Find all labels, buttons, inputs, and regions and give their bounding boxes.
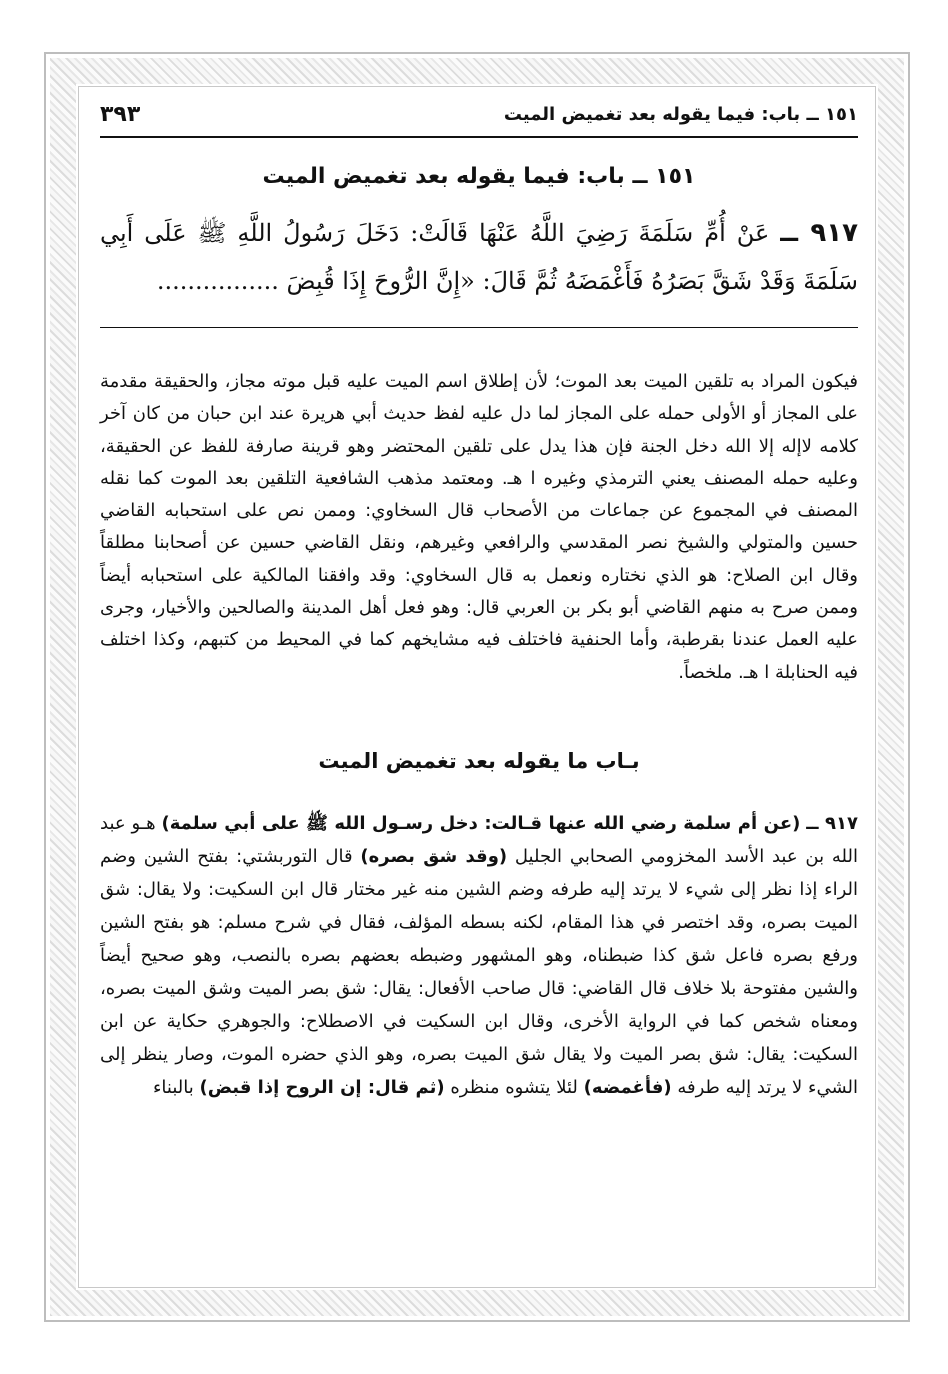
- sharh-number: ٩١٧ ــ: [806, 812, 858, 834]
- sharh-text-1: هـو عبد الله بن عبد الأسد المخزومي الصحابي الجليل: [100, 812, 858, 867]
- hadith-text: عَنْ أُمِّ سَلَمَةَ رَضِيَ اللَّهُ عَنْهَا قَالَتْ: دَخَلَ رَسُولُ اللَّهِ ﷺ عَلَى أَبِي سَلَمَةَ وَقَدْ شَقَّ بَصَرُهُ فَأَغْمَضَهُ ثُمَّ قَالَ: «إِنَّ الرُّوحَ إِذَا قُبِضَ: [100, 219, 858, 295]
- sharh-text-3: لئلا يتشوه منظره: [450, 1076, 578, 1098]
- hadith-number: ٩١٧ ــ: [780, 218, 858, 248]
- sharh-paragraph: [100, 807, 858, 1104]
- commentary-paragraph: فيكون المراد به تلقين الميت بعد الموت؛ لأن إطلاق اسم الميت عليه قبل موته مجاز، والحقيقة مقدمة على المجاز أو الأولى حمله على المجاز لما دل عليه لفظ حديث أبي هريرة عند ابن حبان من كان آخر كلامه لاإله إلا الله دخل الجنة فإن هذا يدل على تلقين المحتضر وهو قرينة صارفة للفظ عن الحقيقة، وعليه حمله المصنف يعني الترمذي وغيره ا هـ. ومعتمد مذهب الشافعية التلقين بعد الموت كما نقله المصنف في المجموع عن جماعات من الأصحاب قال السخاوي: وممن نص على استحبابه القاضي حسين والمتولي والشيخ نصر المقدسي والرافعي وغيرهم، ونقل القاضي حسين عن أصحابنا مطلقاً وقال ابن الصلاح: هو الذي نختاره ونعمل به قال السخاوي: وقد وافقنا المالكية على استحبابه أيضاً وممن صرح به منهم القاضي أبو بكر بن العربي قال: وهو فعل أهل المدينة والصالحين والأخيار، وجرى عليه العمل عندنا بقرطبة، وأما الحنفية فاختلف فيه مشايخهم كما في المحيط من كتبهم، وكذا اختلف فيه الحنابلة ا هـ. ملخصاً.: [100, 371, 858, 683]
- footnote-separator: [100, 327, 858, 328]
- sharh-quote-3: (فأغمضه): [583, 1076, 672, 1098]
- page-content: [100, 92, 858, 1104]
- sharh-heading: بـاب ما يقوله بعد تغميض الميت: [318, 748, 640, 773]
- running-title: ١٥١ ــ باب: فيما يقوله بعد تغميض الميت: [503, 103, 858, 125]
- sharh-text-4: بالبناء: [152, 1076, 194, 1098]
- ellipsis-dots: ................: [156, 267, 279, 295]
- sharh-quote-1: (عن أم سلمة رضي الله عنها قـالت: دخل رسـول الله ﷺ على أبي سلمة): [161, 812, 801, 834]
- page-number: ٣٩٣: [100, 101, 141, 127]
- hadith-text-block: [100, 209, 858, 305]
- running-header: [100, 92, 858, 138]
- chapter-title: ١٥١ ــ باب: فيما يقوله بعد تغميض الميت: [262, 164, 696, 189]
- sharh-quote-2: (وقد شق بصره): [360, 845, 508, 867]
- sharh-quote-4: (ثم قال: إن الروح إذا قبض): [199, 1076, 445, 1098]
- sharh-text-2: قال التوربشتي: بفتح الشين وضم الراء إذا نظر إلى شيء لا يرتد إليه طرفه وضم الشين منه غير مختار قال ابن السكيت: ولا يقال: شق الميت بصره، وقد اختصر في هذا المقام، لكنه بسطه المؤلف، فقال في شرح مسلم: هو بفتح الشين ورفع بصره فاعل شق كذا ضبطناه، وهو المشهور وضبطه بعضهم بصره بالنصب، وهو صحيح أيضاً والشين مفتوحة بلا خلاف قال القاضي: قال صاحب الأفعال: يقال: شق بصر الميت وشق الميت بصره، ومعناه شخص كما في الرواية الأخرى، وقال ابن السكيت في الاصطلاح: والجوهري حكاية عن ابن السكيت: يقال: شق بصر الميت ولا يقال شق الميت بصره، وهو الذي حضره الموت، وصار ينظر إلى الشيء لا يرتد إليه طرفه: [100, 845, 858, 1098]
